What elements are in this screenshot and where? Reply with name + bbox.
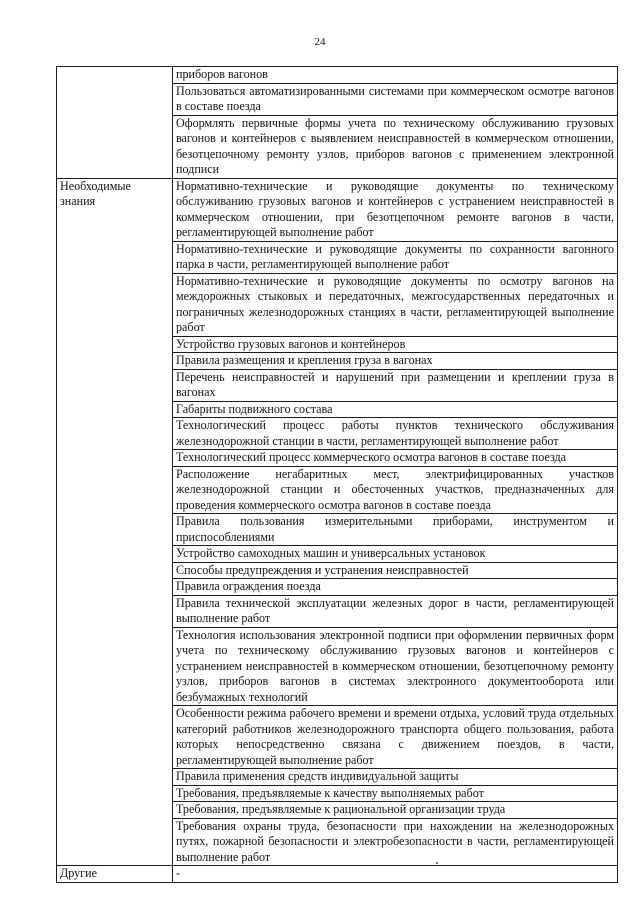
requirement-item: Технологический процесс коммерческого осмотра вагонов в составе поезда [173, 450, 618, 467]
requirement-item: Правила размещения и крепления груза в вагонах [173, 353, 618, 370]
table-row [57, 67, 618, 84]
requirement-item: Технология использования электронной подписи при оформлении первичных форм учета по техническому обслуживанию грузовых вагонов и контейнеров с устранением неисправностей в коммерческом отношении, безотцепочному ремонту узлов, приборов вагонов в системах электронного документооборота или безбумажных технологий [173, 627, 618, 706]
requirement-item: Требования охраны труда, безопасности при нахождении на железнодорожных путях, пожарной безопасности и электробезопасности в части, регламентирующей выполнение работ [173, 818, 618, 866]
requirement-item: Устройство самоходных машин и универсальных установок [173, 546, 618, 563]
requirement-item: Нормативно-технические и руководящие документы по сохранности вагонного парка в части, регламентирующей выполнение работ [173, 241, 618, 273]
requirement-item: Правила применения средств индивидуальной защиты [173, 769, 618, 786]
requirement-item: Устройство грузовых вагонов и контейнеров [173, 336, 618, 353]
requirement-item: Технологический процесс работы пунктов технического обслуживания железнодорожной станции в части, регламентирующей выполнение работ [173, 418, 618, 450]
requirement-item: Особенности режима рабочего времени и времени отдыха, условий труда отдельных категорий работников железнодорожного транспорта общего пользования, работа которых непосредственно связана с движением поездов, в части, регламентирующей выполнение работ [173, 706, 618, 769]
requirement-item: Правила технической эксплуатации железных дорог в части, регламентирующей выполнение работ [173, 595, 618, 627]
requirement-item: Габариты подвижного состава [173, 401, 618, 418]
requirements-table [56, 66, 618, 883]
table-row [57, 178, 618, 241]
requirement-item: Требования, предъявляемые к качеству выполняемых работ [173, 785, 618, 802]
requirement-item: Нормативно-технические и руководящие документы по осмотру вагонов на междорожных стыковых и передаточных, межгосударственных передаточных и пограничных железнодорожных станциях в части, регламентирующей выполнение работ [173, 273, 618, 336]
requirement-item: Пользоваться автоматизированными системами при коммерческом осмотре вагонов в составе поезда [173, 83, 618, 115]
scan-speck [436, 862, 438, 864]
requirement-item: Правила пользования измерительными приборами, инструментом и приспособлениями [173, 514, 618, 546]
table-row [57, 866, 618, 883]
requirement-item: Перечень неисправностей и нарушений при размещении и креплении груза в вагонах [173, 369, 618, 401]
requirement-item: Расположение негабаритных мест, электрифицированных участков железнодорожной станции и обесточенных участков, предназначенных для проведения коммерческого осмотра вагонов в составе поезда [173, 466, 618, 514]
section-label: Другие [57, 866, 173, 883]
requirement-item: - [173, 866, 618, 883]
requirement-item: Требования, предъявляемые к рациональной организации труда [173, 802, 618, 819]
requirement-item: приборов вагонов [173, 67, 618, 84]
requirement-item: Оформлять первичные формы учета по техническому обслуживанию грузовых вагонов и контейнеров с выявлением неисправностей в коммерческом отношении, безотцепочному ремонту узлов, приборов вагонов с применением электронной подписи [173, 115, 618, 178]
section-label [57, 67, 173, 179]
requirement-item: Нормативно-технические и руководящие документы по техническому обслуживанию грузовых вагонов и контейнеров с устранением неисправностей в коммерческом отношении, при безотцепочном ремонте вагонов в части, регламентирующей выполнение работ [173, 178, 618, 241]
requirement-item: Правила ограждения поезда [173, 579, 618, 596]
requirement-item: Способы предупреждения и устранения неисправностей [173, 562, 618, 579]
section-label: Необходимые знания [57, 178, 173, 866]
page-number: 24 [314, 36, 326, 48]
